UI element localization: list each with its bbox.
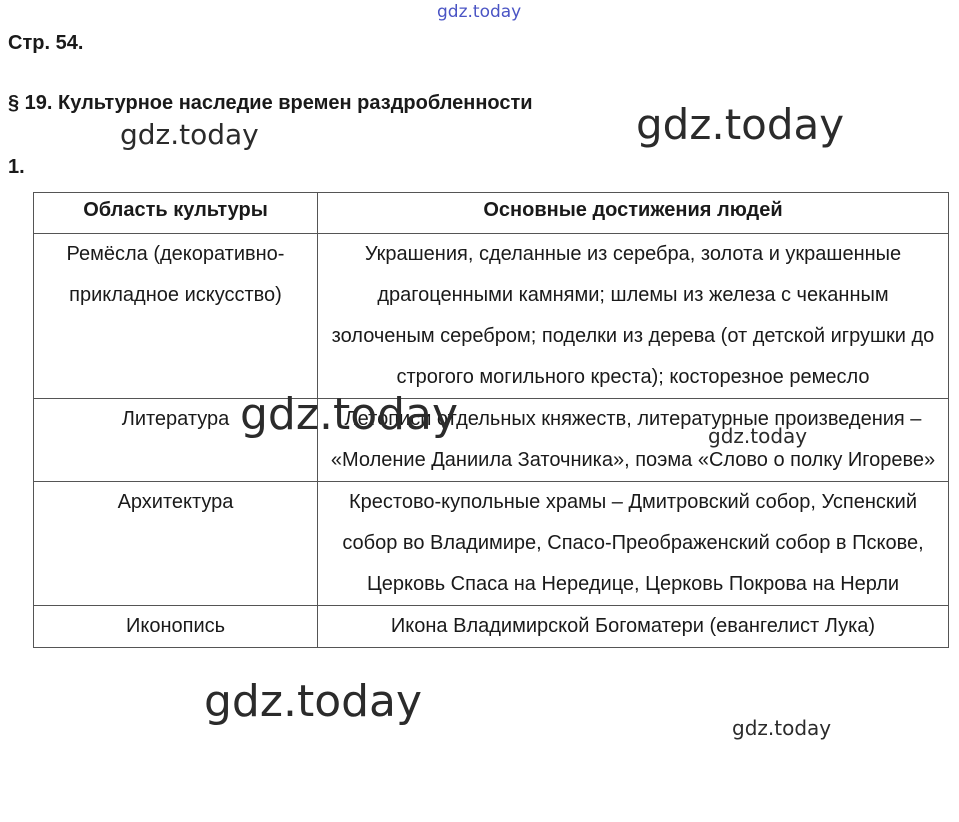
watermark: gdz.today [204, 676, 423, 727]
watermark-top: gdz.today [437, 2, 522, 22]
watermark: gdz.today [240, 389, 459, 440]
header-culture-area: Область культуры [34, 193, 318, 234]
table-row [34, 234, 949, 399]
cell-achievements: Летописи отдельных княжеств, литературные произведения – «Моление Даниила Заточника», поэма «Слово о полку Игореве» [318, 399, 949, 482]
culture-table [33, 192, 949, 648]
page-reference: Стр. 54. [8, 32, 84, 54]
table-row [34, 399, 949, 482]
watermark: gdz.today [120, 118, 259, 151]
section-title: § 19. Культурное наследие времен раздробленности [8, 92, 533, 114]
cell-achievements: Украшения, сделанные из серебра, золота и украшенные драгоценными камнями; шлемы из железа с чеканным золоченым серебром; поделки из дерева (от детской игрушки до строгого могильного креста); косторезное ремесло [318, 234, 949, 399]
cell-area: Литература [34, 399, 318, 482]
task-number: 1. [8, 156, 25, 178]
table-row [34, 606, 949, 648]
cell-area: Иконопись [34, 606, 318, 648]
table-row [34, 482, 949, 606]
cell-area: Архитектура [34, 482, 318, 606]
cell-achievements: Икона Владимирской Богоматери (евангелист Лука) [318, 606, 949, 648]
watermark: gdz.today [636, 100, 845, 149]
header-achievements: Основные достижения людей [318, 193, 949, 234]
watermark: gdz.today [732, 716, 832, 740]
table-header-row [34, 193, 949, 234]
cell-achievements: Крестово-купольные храмы – Дмитровский собор, Успенский собор во Владимире, Спасо-Преображенский собор в Пскове, Церковь Спаса на Нередице, Церковь Покрова на Нерли [318, 482, 949, 606]
cell-area: Ремёсла (декоративно-прикладное искусство) [34, 234, 318, 399]
watermark: gdz.today [708, 424, 808, 448]
